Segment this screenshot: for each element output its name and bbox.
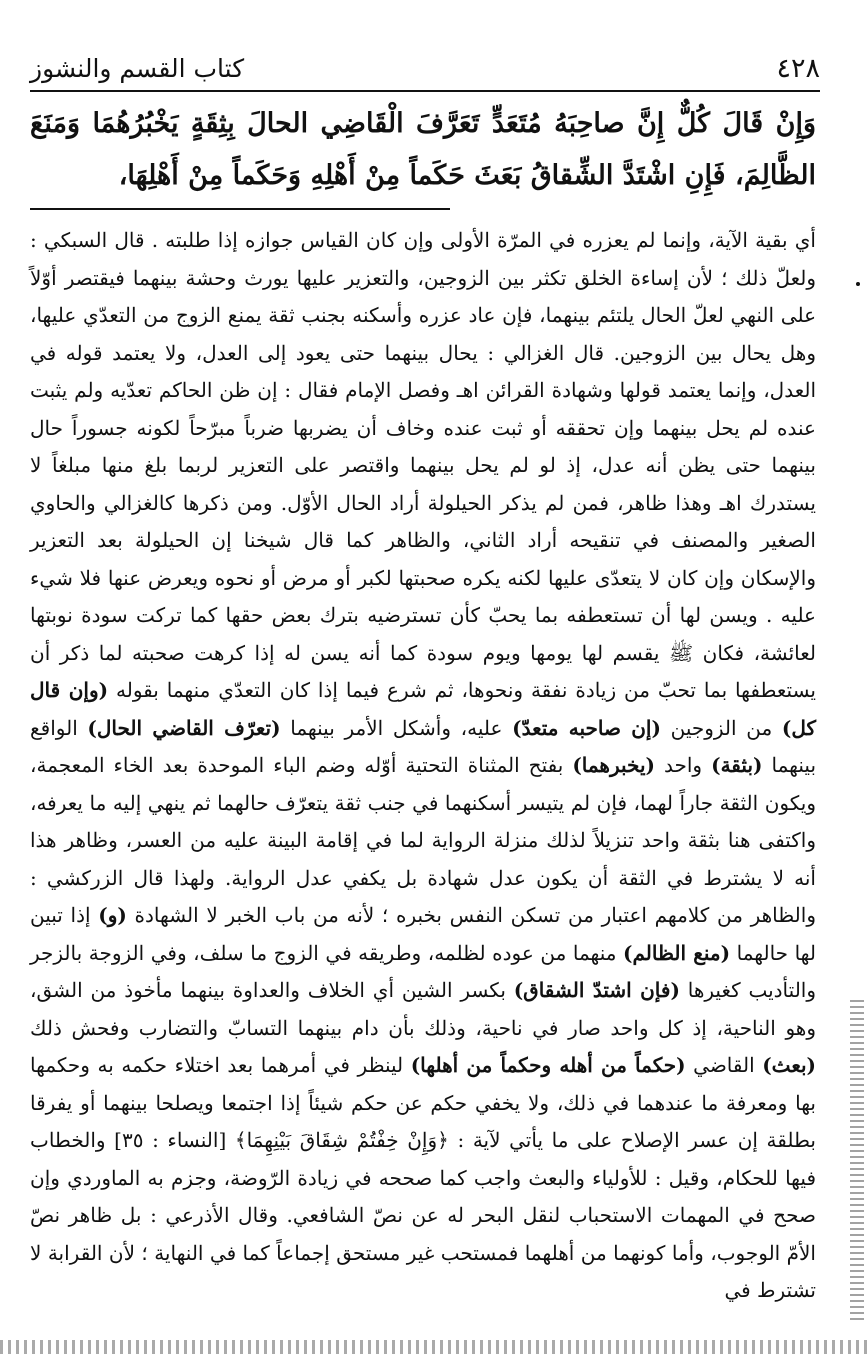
- quoted-matn-segment: (بثقة): [711, 753, 763, 777]
- quoted-matn-segment: (بعث): [762, 1053, 816, 1077]
- matn-divider: [30, 208, 450, 210]
- commentary-segment: لينظر في أمرهما بعد اختلاء حكمه به وحكمها بها ومعرفة ما عندهما في ذلك، ولا يخفي حكم عن حكم شيئاً إذا اجتمعا ويصلحا بينهما أو يفرقا بطلقة إن عسر الإصلاح على ما يأتي لآية : ﴿وَإِنْ خِفْتُمْ شِقَاقَ بَيْنِهِمَا﴾ [النساء : ٣٥] والخطاب فيها للحكام، وقيل : للأولياء والبعث واجب كما صححه في زيادة الرّوضة، وجزم به الماوردي وإن صحح في المهمات الاستحباب لنقل البحر له عن نصّ الشافعي. وقال الأذرعي : بل ظاهر نصّ الأمّ الوجوب، وأما كونهما من أهلهما فمستحب غير مستحق إجماعاً كما في النهاية ؛ لأن القرابة لا تشترط في: [30, 1053, 817, 1302]
- commentary-segment: بفتح المثناة التحتية أوّله وضم الباء الموحدة بعد الخاء المعجمة، ويكون الثقة جاراً لهما، فإن لم يتيسر أسكنهما في جنب ثقة يتعرّف حالهما ثم ينهي إليه ما يعرفه، واكتفى هنا بثقة واحد تنزيلاً لذلك منزلة الرواية لما في إقامة البينة عليه من العسر، وظاهر هذا أنه لا يشترط في الثقة أن يكون عدل شهادة بل يكفي عدل الرواية. ولهذا قال الزركشي : والظاهر من كلامهم اعتبار من تسكن النفس بخبره ؛ لأنه من باب الخبر لا الشهادة: [30, 753, 817, 927]
- commentary-segment: إذا تبين لها حالهما: [30, 903, 816, 965]
- commentary-text: [30, 222, 816, 1310]
- commentary-segment: الواقع بينهما: [30, 715, 817, 777]
- matn-text: وَإِنْ قَالَ كُلٌّ إِنَّ صاحِبَهُ مُتَعَدٍّ تَعَرَّفَ الْقَاضِي الحالَ بِثِقَةٍ يَخْبُرُهُمَا وَمَنَعَ الظَّالِمَ، فَإِنِ اشْتَدَّ الشِّقاقُ بَعَثَ حَكَماً مِنْ أَهْلِهِ وَحَكَماً مِنْ أَهْلِهَا،: [30, 108, 816, 191]
- quoted-matn-segment: (و): [98, 903, 127, 927]
- chapter-title: كتاب القسم والنشوز: [30, 53, 245, 83]
- commentary-segment: من الزوجين: [660, 715, 782, 740]
- scan-edge-pattern-right: [850, 1000, 864, 1320]
- margin-mark: [856, 282, 860, 286]
- commentary-segment: القاضي: [685, 1053, 763, 1077]
- quoted-matn-segment: (فإن اشتدّ الشقاق): [513, 978, 680, 1002]
- commentary-segment: أي بقية الآية، وإنما لم يعزره في المرّة الأولى وإن كان القياس جوازه إذا طلبته . قال السبكي : ولعلّ ذلك ؛ لأن إساءة الخلق تكثر بين الزوجين، والتعزير عليها يورث وحشة بينهما فيقتصر أوّلاً على النهي لعلّ الحال يلتئم بينهما، فإن عاد عزره وأسكنه بجنب ثقة يمنع الزوج من التعدّي عليها، وهل يحال بين الزوجين. قال الغزالي : يحال بينهما حتى يعود إلى العدل، ولا يعتمد قوله في العدل، وإنما يعتمد قولها وشهادة القرائن اهـ وفصل الإمام فقال : إن ظن الحاكم تعدّيه ولم يثبت عنده لم يحل بينهما وإن تحققه أو ثبت عنده وخاف أن يضربها ضرباً مبرّحاً لكونه جسوراً حال بينهما حتى يظن أنه عدل، إذ لو لم يحل بينهما واقتصر على التعزير لربما بلغ منها مبلغاً لا يستدرك اهـ وهذا ظاهر، فمن لم يذكر الحيلولة أراد الحال الأوّل. ومن ذكرها كالغزالي والحاوي الصغير والمصنف في تنقيحه أراد الثاني، والظاهر كما قال شيخنا إن الحيلولة بعد التعزير والإسكان وإن كان لا يتعدّى عليها لكنه يكره صحبتها لكبر أو مرض أو نحوه ويعرض عنها فلا شيء عليه . ويسن لها أن تستعطفه بما يحبّ كأن تسترضيه بترك بعض حقها كما تركت سودة نوبتها لعائشة، فكان ﷺ يقسم لها يومها ويوم سودة كما أنه يسن له إذا كرهت صحبته لما ذكر أن يستعطفها بما تحبّ من زيادة نفقة ونحوها، ثم شرع فيما إذا كان التعدّي منهما بقوله: [30, 228, 816, 702]
- page-header: [30, 48, 820, 88]
- scan-edge-pattern-bottom: [0, 1340, 868, 1354]
- quoted-matn-segment: (تعرّف القاضي الحال): [87, 715, 281, 740]
- header-divider: [30, 90, 820, 92]
- quoted-matn-segment: (إن صاحبه متعدّ): [512, 715, 661, 740]
- commentary-segment: منهما من عوده لظلمه، وطريقه في الزوج ما سلف، وفي الزوجة بالزجر والتأديب كغيرها: [30, 940, 816, 1002]
- quoted-matn-segment: (وإن قال كل): [30, 678, 816, 740]
- commentary-segment: بكسر الشين أي الخلاف والعداوة بينهما مأخوذ من الشق، وهو الناحية، إذ كل واحد صار في ناحية، وذلك بأن دام بينهما التسابّ والتضارب وفحش ذلك: [30, 978, 816, 1040]
- quoted-matn-segment: (يخبرهما): [572, 753, 655, 777]
- commentary-segment: واحد: [655, 753, 712, 777]
- quoted-matn-segment: (منع الظالم): [623, 940, 731, 965]
- commentary-segment: عليه، وأشكل الأمر بينهما: [280, 715, 513, 740]
- page-number: ٤٢٨: [776, 52, 820, 84]
- quoted-matn-segment: (حكماً من أهله وحكماً من أهلها): [410, 1053, 686, 1077]
